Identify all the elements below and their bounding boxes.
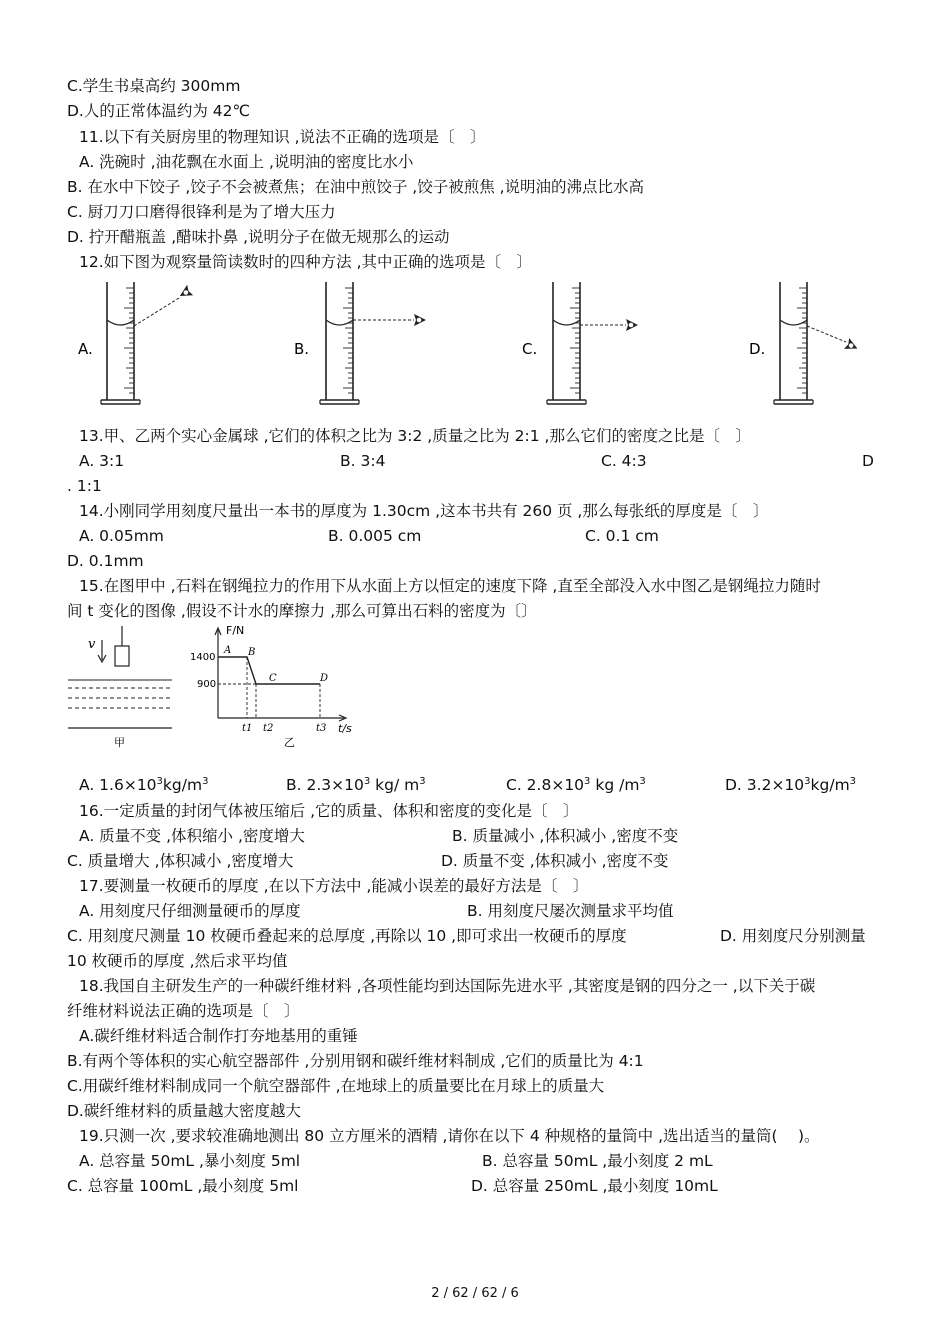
- option-line: B. 在水中下饺子 ,饺子不会被煮焦；在油中煎饺子 ,饺子被煎焦 ,说明油的沸点比水高: [67, 178, 645, 196]
- option-line: D.人的正常体温约为 42℃: [67, 102, 250, 120]
- option-b: B.有两个等体积的实心航空器部件 ,分别用钢和碳纤维材料制成 ,它们的质量比为 4:1: [67, 1052, 644, 1070]
- option-d: D. 质量不变 ,体积减小 ,密度不变: [441, 852, 669, 870]
- option-b: B. 3:4: [340, 452, 386, 470]
- option-c: C. 质量增大 ,体积减小 ,密度增大: [67, 852, 294, 870]
- stone-force-figure: [66, 622, 366, 754]
- option-line: C. 厨刀刀口磨得很锋利是为了增大压力: [67, 203, 336, 221]
- option-a: A. 3:1: [79, 452, 125, 470]
- question-19: 19.只测一次 ,要求较准确地测出 80 立方厘米的酒精 ,请你在以下 4 种规格的量筒中 ,选出适当的量筒( )。: [79, 1127, 820, 1145]
- question-16: 16.一定质量的封闭气体被压缩后 ,它的质量、体积和密度的变化是〔 〕: [79, 802, 579, 820]
- question-18-cont: 纤维材料说法正确的选项是〔 〕: [67, 1002, 300, 1020]
- page-footer: 2 / 62 / 62 / 6: [431, 1286, 519, 1301]
- question-15: 15.在图甲中 ,石料在钢绳拉力的作用下从水面上方以恒定的速度下降 ,直至全部没入水中图乙是钢绳拉力随时: [79, 577, 821, 595]
- question-18: 18.我国自主研发生产的一种碳纤维材料 ,各项性能均到达国际先进水平 ,其密度是钢的四分之一 ,以下关于碳: [79, 977, 816, 995]
- cylinder-d: [774, 282, 860, 404]
- v-label: v: [88, 637, 96, 652]
- option-d: D. 用刻度尺分别测量: [720, 927, 866, 945]
- option-b: B. 质量减小 ,体积减小 ,密度不变: [452, 827, 679, 845]
- option-a: A. 总容量 50mL ,暴小刻度 5ml: [79, 1152, 301, 1170]
- question-14: 14.小刚同学用刻度尺量出一本书的厚度为 1.30cm ,这本书共有 260 页 ,那么每张纸的厚度是〔 〕: [79, 502, 769, 520]
- option-d: D.碳纤维材料的质量越大密度越大: [67, 1102, 301, 1120]
- option-line: D. 拧开醋瓶盖 ,醋味扑鼻 ,说明分子在做无规那么的运动: [67, 228, 450, 246]
- point-c-label: C: [269, 673, 277, 684]
- t2-label: t2: [263, 723, 274, 734]
- option-c: C. 4:3: [601, 452, 647, 470]
- y-axis-label: F/N: [226, 624, 245, 637]
- option-b: B. 总容量 50mL ,最小刻度 2 mL: [482, 1152, 713, 1170]
- option-c: C. 0.1 cm: [585, 527, 659, 545]
- cylinder-a: [101, 282, 193, 404]
- x-axis-label: t/s: [338, 722, 352, 735]
- option-line: C.学生书桌高约 300mm: [67, 77, 241, 95]
- option-line: A. 洗碗时 ,油花飘在水面上 ,说明油的密度比水小: [79, 153, 414, 171]
- y-tick-900: 900: [197, 679, 217, 690]
- question-17: 17.要测量一枚硬币的厚度 ,在以下方法中 ,能减小误差的最好方法是〔 〕: [79, 877, 589, 895]
- option-c: C.用碳纤维材料制成同一个航空器部件 ,在地球上的质量要比在月球上的质量大: [67, 1077, 605, 1095]
- option-d: D. 0.1mm: [67, 552, 144, 570]
- point-b-label: B: [248, 647, 256, 658]
- option-d: D. $3.2\times 10^3kg/m^3$: [725, 775, 857, 794]
- option-d-cont: . 1:1: [67, 477, 102, 495]
- question-15-cont: 间 t 变化的图像 ,假设不计水的摩擦力 ,那么可算出石料的密度为〔〕: [67, 602, 537, 620]
- option-a: A. 用刻度尺仔细测量硬币的厚度: [79, 902, 301, 920]
- jia-label: 甲: [114, 736, 125, 749]
- cylinder-b: [320, 282, 426, 404]
- option-d: D: [862, 452, 874, 470]
- option-c: C. $2.8\times 10^3$ kg $/m^3$: [506, 775, 646, 794]
- question-12: 12.如下图为观察量筒读数时的四种方法 ,其中正确的选项是〔 〕: [79, 253, 533, 271]
- t3-label: t3: [316, 723, 327, 734]
- cylinder-reading-figure: [60, 275, 900, 410]
- option-c: C. 用刻度尺测量 10 枚硬币叠起来的总厚度 ,再除以 10 ,即可求出一枚硬币的厚度: [67, 927, 627, 945]
- option-b: B. 0.005 cm: [328, 527, 422, 545]
- option-b-label: B.: [294, 340, 310, 358]
- option-a: A. 质量不变 ,体积缩小 ,密度增大: [79, 827, 305, 845]
- t1-label: t1: [242, 723, 253, 734]
- option-a-label: A.: [78, 340, 93, 358]
- option-b: B. 用刻度尺屡次测量求平均值: [467, 902, 674, 920]
- point-d-label: D: [320, 673, 329, 684]
- option-a: A.碳纤维材料适合制作打夯地基用的重锤: [79, 1027, 358, 1045]
- option-d: D. 总容量 250mL ,最小刻度 10mL: [471, 1177, 718, 1195]
- cylinder-c: [547, 282, 638, 404]
- option-d-cont: 10 枚硬币的厚度 ,然后求平均值: [67, 952, 288, 970]
- y-tick-1400: 1400: [190, 652, 216, 663]
- yi-label: 乙: [284, 736, 295, 749]
- option-d-label: D.: [749, 340, 766, 358]
- question-11: 11.以下有关厨房里的物理知识 ,说法不正确的选项是〔 〕: [79, 128, 486, 146]
- option-c: C. 总容量 100mL ,最小刻度 5ml: [67, 1177, 299, 1195]
- point-a-label: A: [224, 645, 232, 656]
- option-c-label: C.: [522, 340, 538, 358]
- option-b: B. $2.3\times 10^3$ kg/ $m^3$: [286, 775, 426, 794]
- question-13: 13.甲、乙两个实心金属球 ,它们的体积之比为 3:2 ,质量之比为 2:1 ,那么它们的密度之比是〔 〕: [79, 427, 751, 445]
- option-a: A. 0.05mm: [79, 527, 164, 545]
- option-a: A. $1.6\times 10^3kg/m^3$: [79, 775, 209, 794]
